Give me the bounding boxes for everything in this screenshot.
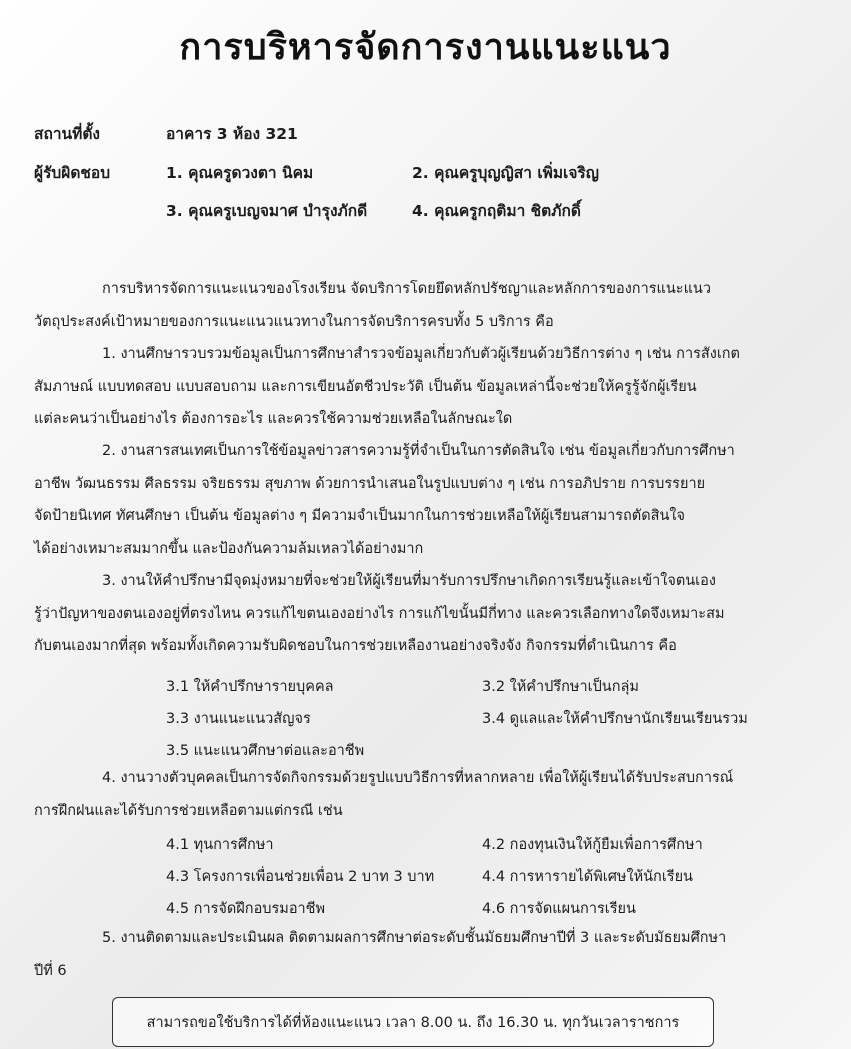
service-5-line: ปีที่ 6	[34, 962, 67, 979]
responsible-label: ผู้รับผิดชอบ	[34, 164, 111, 182]
intro-line: วัตถุประสงค์เป้าหมายของการแนะแนวแนวทางในการจัดบริการครบทั้ง 5 บริการ คือ	[34, 313, 554, 330]
service-5-paragraph	[34, 922, 794, 987]
intro-paragraph	[34, 273, 794, 338]
service-3-item: 3.4 ดูแลและให้คำปรึกษานักเรียนเรียนรวม	[482, 711, 748, 727]
responsible-person-3: 3. คุณครูเบญจมาศ บำรุงภักดี	[166, 202, 368, 220]
service-4-item: 4.4 การหารายได้พิเศษให้นักเรียน	[482, 869, 693, 885]
service-1-line: สัมภาษณ์ แบบทดสอบ แบบสอบถาม และการเขียนอัตชีวประวัติ เป็นต้น ข้อมูลเหล่านี้จะช่วยให้ครูรู้จักผู้เรียน	[34, 378, 697, 395]
service-4-item: 4.3 โครงการเพื่อนช่วยเพื่อน 2 บาท 3 บาท	[166, 869, 435, 885]
service-4-paragraph	[34, 762, 794, 827]
service-4-item: 4.2 กองทุนเงินให้กู้ยืมเพื่อการศึกษา	[482, 837, 703, 853]
service-4-line: 4. งานวางตัวบุคคลเป็นการจัดกิจกรรมด้วยรูปแบบวิธีการที่หลากหลาย เพื่อให้ผู้เรียนได้รับประสบการณ์	[102, 770, 734, 786]
service-3-item: 3.3 งานแนะแนวสัญจร	[166, 711, 311, 727]
service-2-paragraph	[34, 435, 794, 565]
service-2-line: ได้อย่างเหมาะสมมากขึ้น และป้องกันความล้มเหลวได้อย่างมาก	[34, 540, 424, 557]
service-4-line: การฝึกฝนและได้รับการช่วยเหลือตามแต่กรณี เช่น	[34, 802, 343, 819]
location-value: อาคาร 3 ห้อง 321	[166, 125, 298, 143]
service-1-paragraph	[34, 338, 794, 436]
service-1-line: แต่ละคนว่าเป็นอย่างไร ต้องการอะไร และควรใช้ความช่วยเหลือในลักษณะใด	[34, 411, 513, 427]
service-hours-notice	[112, 997, 714, 1047]
intro-line: การบริหารจัดการแนะแนวของโรงเรียน จัดบริการโดยยึดหลักปรัชญาและหลักการของการแนะแนว	[102, 281, 711, 297]
service-5-line: 5. งานติดตามและประเมินผล ติดตามผลการศึกษาต่อระดับชั้นมัธยมศึกษาปีที่ 3 และระดับมัธยมศึกษา	[102, 930, 727, 946]
service-2-line: อาชีพ วัฒนธรรม ศีลธรรม จริยธรรม สุขภาพ ด้วยการนำเสนอในรูปแบบต่าง ๆ เช่น การอภิปราย การบรรยาย	[34, 475, 706, 492]
service-4-item: 4.6 การจัดแผนการเรียน	[482, 901, 636, 917]
service-3-item: 3.5 แนะแนวศึกษาต่อและอาชีพ	[166, 743, 365, 759]
service-1-line: 1. งานศึกษารวบรวมข้อมูลเป็นการศึกษาสำรวจข้อมูลเกี่ยวกับตัวผู้เรียนด้วยวิธีการต่าง ๆ เช่น การสังเกต	[102, 346, 740, 362]
service-hours-text: สามารถขอใช้บริการได้ที่ห้องแนะแนว เวลา 8.00 น. ถึง 16.30 น. ทุกวันเวลาราชการ	[146, 1014, 680, 1031]
service-4-item: 4.5 การจัดฝึกอบรมอาชีพ	[166, 901, 326, 917]
service-2-line: จัดป้ายนิเทศ ทัศนศึกษา เป็นต้น ข้อมูลต่าง ๆ มีความจำเป็นมากในการช่วยเหลือให้ผู้เรียนสามารถตัดสินใจ	[34, 508, 685, 524]
responsible-person-1: 1. คุณครูดวงตา นิคม	[166, 164, 314, 182]
location-label: สถานที่ตั้ง	[34, 125, 100, 143]
service-3-item: 3.1 ให้คำปรึกษารายบุคคล	[166, 679, 334, 695]
service-3-line: 3. งานให้คำปรึกษามีจุดมุ่งหมายที่จะช่วยให้ผู้เรียนที่มารับการปรึกษาเกิดการเรียนรู้และเข้าใจตนเอง	[102, 573, 716, 589]
service-3-line: รู้ว่าปัญหาของตนเองอยู่ที่ตรงไหน ควรแก้ไขตนเองอย่างไร การแก้ไขนั้นมีกี่ทาง และควรเลือกทางใดจึงเหมาะสม	[34, 605, 725, 622]
responsible-person-4: 4. คุณครูกฤติมา ชิตภักดิ์	[412, 202, 581, 220]
page-title: การบริหารจัดการงานแนะแนว	[179, 27, 672, 68]
service-3-item: 3.2 ให้คำปรึกษาเป็นกลุ่ม	[482, 679, 639, 695]
responsible-person-2: 2. คุณครูบุญญิสา เพิ่มเจริญ	[412, 164, 599, 182]
service-2-line: 2. งานสารสนเทศเป็นการใช้ข้อมูลข่าวสารความรู้ที่จำเป็นในการตัดสินใจ เช่น ข้อมูลเกี่ยวกับการศึกษา	[102, 443, 735, 459]
service-3-paragraph	[34, 565, 794, 663]
service-3-line: กับตนเองมากที่สุด พร้อมทั้งเกิดความรับผิดชอบในการช่วยเหลืองานอย่างจริงจัง กิจกรรมที่ดำเนินการ คือ	[34, 638, 677, 654]
service-4-item: 4.1 ทุนการศึกษา	[166, 837, 274, 853]
